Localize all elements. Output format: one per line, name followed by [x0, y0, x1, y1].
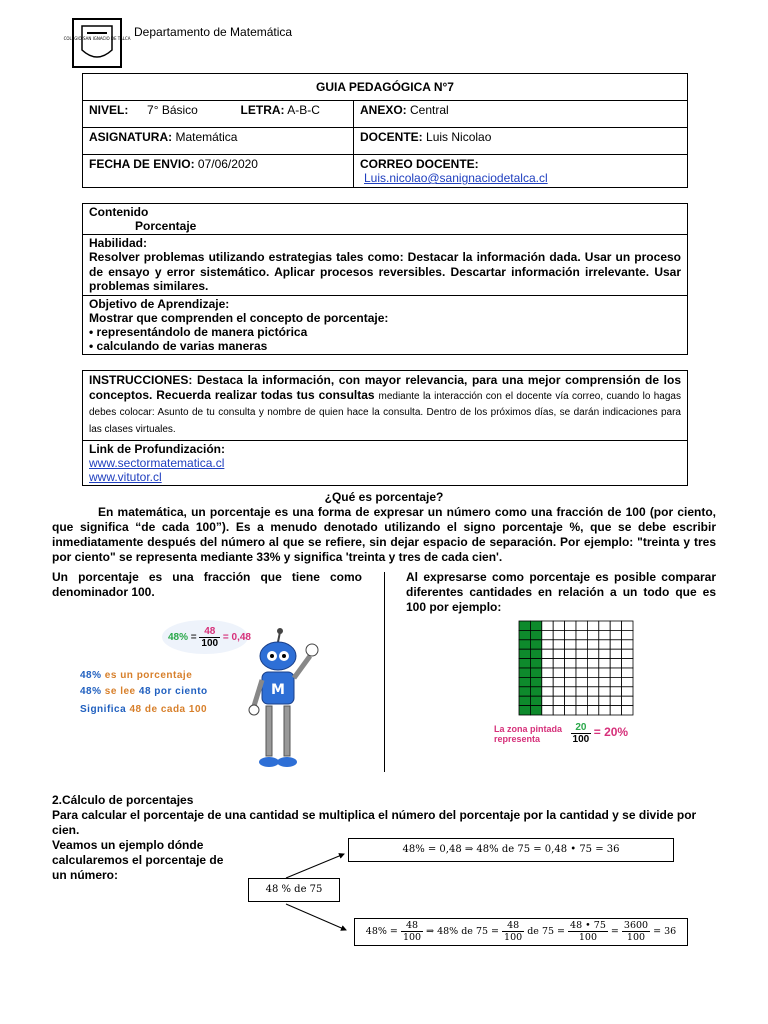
grid-cell — [622, 687, 633, 696]
logo-text: COLEGIO SAN IGNACIO DE TALCA — [63, 36, 131, 41]
bottom-formula: 48% = $\frac{48}{100}$ ⇒ 48% de 75 = $\frac{48}{100}$ de 75 = $\frac{48 • 75}{100}$ = $\frac{3600}{100}$ = 36 — [354, 918, 688, 946]
top-formula: 48% = 0,48 ⇒ 48% de 75 = 0,48 • 75 = 36 — [348, 838, 674, 862]
grid-cell — [622, 696, 633, 705]
grid-cell — [587, 659, 598, 668]
instructions-box — [82, 370, 688, 486]
section1-intro: En matemática, un porcentaje es una forma de expresar un número como una fracción de 100 (por ciento, que significa “de cada 100”). Es a menudo denotado utilizando el signo porcentaje %, que se debe escribir inmediatamente después del número al que se refiere, sin dejar espacio de separación. Por ejemplo: "treinta y tres por ciento" se representa mediante 33% y significa 'treinta y tres de cada cien'. — [52, 505, 716, 564]
grid-cell — [587, 630, 598, 639]
robot-equation: 48% = $\frac{48}{100}$ = 0,48 — [168, 626, 251, 649]
grid-cell — [542, 687, 553, 696]
grid-cell — [587, 621, 598, 630]
grid-cell — [565, 687, 576, 696]
robot-line-1: 48% es un porcentaje — [80, 670, 193, 681]
section2-example-text: Veamos un ejemplo dónde calcularemos el porcentaje de un número: — [52, 838, 224, 882]
grid-cell-shaded — [530, 706, 541, 715]
links-section — [83, 441, 687, 485]
link-vitutor[interactable]: www.vitutor.cl — [89, 470, 162, 484]
grid-cell — [542, 696, 553, 705]
grid-cell — [610, 668, 621, 677]
grid-cell-shaded — [519, 630, 530, 639]
grid-cell — [599, 696, 610, 705]
grid-cell — [542, 668, 553, 677]
grid-cell — [610, 677, 621, 686]
objetivo-item: • calculando de varias maneras — [89, 338, 268, 353]
objetivo-item: • representándolo de manera pictórica — [89, 324, 308, 339]
grid-cell-shaded — [530, 621, 541, 630]
grid-cell — [553, 706, 564, 715]
section2-description: Para calcular el porcentaje de una cantidad se multiplica el número del porcentaje por la cantidad y se divide por cien. — [52, 808, 697, 837]
link-sectormatematica[interactable]: www.sectormatematica.cl — [89, 456, 225, 470]
grid-cell — [587, 640, 598, 649]
links-label: Link de Profundización: — [89, 442, 226, 456]
grid-cell — [576, 630, 587, 639]
grid-cell-shaded — [530, 630, 541, 639]
correo-label: CORREO DOCENTE: — [360, 157, 479, 171]
robot-letter: M — [271, 682, 285, 698]
contenido-section — [83, 204, 687, 235]
grid-cell — [587, 649, 598, 658]
docente-value: Luis Nicolao — [426, 130, 492, 144]
nivel-label: NIVEL: — [89, 103, 129, 117]
grid-cell — [622, 659, 633, 668]
grid-cell — [542, 621, 553, 630]
docente-cell — [354, 128, 688, 155]
grid-cell — [599, 706, 610, 715]
grid-cell — [622, 630, 633, 639]
objetivo-text: Mostrar que comprenden el concepto de porcentaje: — [89, 310, 389, 325]
grid-cell-shaded — [519, 640, 530, 649]
guide-title: GUIA PEDAGÓGICA N°7 — [83, 74, 688, 101]
grid-cell-shaded — [519, 706, 530, 715]
percent-grid — [518, 620, 634, 716]
contenido-value: Porcentaje — [135, 219, 197, 233]
section2-title: 2.Cálculo de porcentajes — [52, 793, 194, 807]
content-box — [82, 203, 688, 355]
grid-cell — [610, 687, 621, 696]
grid-cell-shaded — [530, 696, 541, 705]
grid-cell — [553, 630, 564, 639]
grid-cell — [553, 668, 564, 677]
grid-cell — [565, 677, 576, 686]
grid-cell-shaded — [530, 659, 541, 668]
grid-cell-shaded — [519, 659, 530, 668]
grid-cell — [622, 621, 633, 630]
grid-cell — [565, 706, 576, 715]
instructions-small-text: mediante la interacción con el docente vía correo, cuando lo hagas debes colocar: Asunto de tu consulta y nombre de quien hace la consulta. Dentro de los próximos días, se darán indicaciones para las clases virtuales. — [89, 390, 681, 435]
instructions-label: INSTRUCCIONES: — [89, 373, 193, 387]
letra-value: A-B-C — [287, 103, 320, 117]
grid-cell — [565, 659, 576, 668]
info-table — [82, 73, 688, 188]
grid-cell — [599, 649, 610, 658]
contenido-label: Contenido — [89, 205, 149, 219]
grid-cell — [622, 677, 633, 686]
grid-cell — [576, 649, 587, 658]
grid-cell — [599, 668, 610, 677]
grid-cell — [565, 668, 576, 677]
grid-cell — [587, 687, 598, 696]
grid-cell-shaded — [519, 687, 530, 696]
instructions-text: Destaca la información, con mayor relevancia, para una mejor comprensión de los conceptos. Recuerda realizar todas tus consultas — [89, 373, 681, 402]
grid-caption-line1: La zona pintada — [494, 723, 563, 734]
grid-cell-shaded — [530, 668, 541, 677]
robot-illustration — [72, 612, 342, 777]
grid-cell — [622, 640, 633, 649]
column-divider — [384, 572, 385, 772]
robot-line-2: 48% se lee 48 por ciento — [80, 686, 208, 697]
grid-cell — [542, 640, 553, 649]
grid-cell — [565, 640, 576, 649]
grid-cell — [553, 640, 564, 649]
anexo-label: ANEXO: — [360, 103, 407, 117]
grid-cell — [565, 630, 576, 639]
objetivo-section — [83, 296, 687, 354]
grid-cell-shaded — [519, 677, 530, 686]
nivel-letra-cell — [83, 101, 354, 128]
section1-title: ¿Qué es porcentaje? — [324, 490, 444, 504]
grid-cell — [553, 621, 564, 630]
grid-cell — [542, 706, 553, 715]
grid-cell — [576, 677, 587, 686]
department-name: Departamento de Matemática — [134, 25, 293, 39]
correo-cell — [354, 155, 688, 188]
left-column-text: Un porcentaje es una fracción que tiene como denominador 100. — [52, 570, 362, 599]
grid-cell — [553, 659, 564, 668]
grid-caption-result: = 20% — [593, 724, 629, 739]
grid-cell-shaded — [519, 621, 530, 630]
letra-label: LETRA: — [240, 103, 285, 117]
habilidad-text: Resolver problemas utilizando estrategias tales como: Destacar la información dada. Usar un proceso de ensayo y error sistemático. Aplicar procesos reversibles. Descartar información irrelevante. Usar problemas similares. — [89, 250, 681, 293]
robot-figure — [248, 626, 328, 776]
habilidad-section — [83, 235, 687, 296]
source-box: 48 % de 75 — [248, 878, 340, 902]
asignatura-cell — [83, 128, 354, 155]
grid-cell — [565, 649, 576, 658]
fecha-cell — [83, 155, 354, 188]
grid-cell — [610, 696, 621, 705]
grid-cell-shaded — [530, 687, 541, 696]
grid-cell-shaded — [530, 640, 541, 649]
grid-caption: La zona pintada representa $\frac{20}{100}$ = 20% — [494, 722, 629, 745]
grid-cell — [610, 706, 621, 715]
grid-cell — [565, 621, 576, 630]
school-logo — [63, 18, 131, 68]
grid-cell — [576, 621, 587, 630]
grid-cell — [587, 696, 598, 705]
grid-cell — [599, 659, 610, 668]
grid-cell — [610, 640, 621, 649]
grid-cell — [610, 621, 621, 630]
grid-cell — [622, 649, 633, 658]
nivel-value: 7° Básico — [147, 103, 198, 117]
grid-cell — [576, 640, 587, 649]
grid-cell — [565, 696, 576, 705]
robot-line-3: Significa 48 de cada 100 — [80, 704, 208, 715]
grid-cell — [542, 630, 553, 639]
right-column-text: Al expresarse como porcentaje es posible comparar diferentes cantidades en relación a un todo que es 100 por ejemplo: — [406, 570, 716, 614]
grid-caption-line2: representa — [494, 733, 541, 744]
asignatura-value: Matemática — [175, 130, 238, 144]
grid-cell-shaded — [519, 696, 530, 705]
grid-cell — [587, 668, 598, 677]
grid-cell — [553, 696, 564, 705]
grid-cell-shaded — [519, 649, 530, 658]
grid-cell-shaded — [519, 668, 530, 677]
objetivo-label: Objetivo de Aprendizaje: — [89, 296, 230, 311]
grid-cell — [599, 621, 610, 630]
grid-cell — [599, 677, 610, 686]
grid-cell — [553, 649, 564, 658]
fecha-label: FECHA DE ENVIO: — [89, 157, 195, 171]
grid-cell — [576, 687, 587, 696]
grid-cell — [553, 687, 564, 696]
grid-cell — [610, 630, 621, 639]
grid-cell — [542, 659, 553, 668]
grid-cell — [599, 630, 610, 639]
grid-cell — [553, 677, 564, 686]
asignatura-label: ASIGNATURA: — [89, 130, 173, 144]
anexo-value: Central — [410, 103, 449, 117]
grid-cell — [622, 706, 633, 715]
grid-cell — [599, 640, 610, 649]
grid-cell — [610, 659, 621, 668]
grid-cell — [576, 659, 587, 668]
grid-cell-shaded — [530, 649, 541, 658]
grid-cell — [542, 649, 553, 658]
grid-cell — [610, 649, 621, 658]
correo-link[interactable]: Luis.nicolao@sanignaciodetalca.cl — [364, 171, 548, 185]
grid-cell — [576, 706, 587, 715]
grid-cell-shaded — [530, 677, 541, 686]
habilidad-label: Habilidad: — [89, 236, 148, 250]
grid-cell — [587, 706, 598, 715]
fecha-value: 07/06/2020 — [197, 157, 258, 171]
grid-cell — [576, 696, 587, 705]
grid-cell — [622, 668, 633, 677]
anexo-cell — [354, 101, 688, 128]
instructions-section — [83, 371, 687, 441]
grid-cell — [542, 677, 553, 686]
grid-cell — [576, 668, 587, 677]
docente-label: DOCENTE: — [360, 130, 423, 144]
grid-cell — [599, 687, 610, 696]
grid-cell — [587, 677, 598, 686]
